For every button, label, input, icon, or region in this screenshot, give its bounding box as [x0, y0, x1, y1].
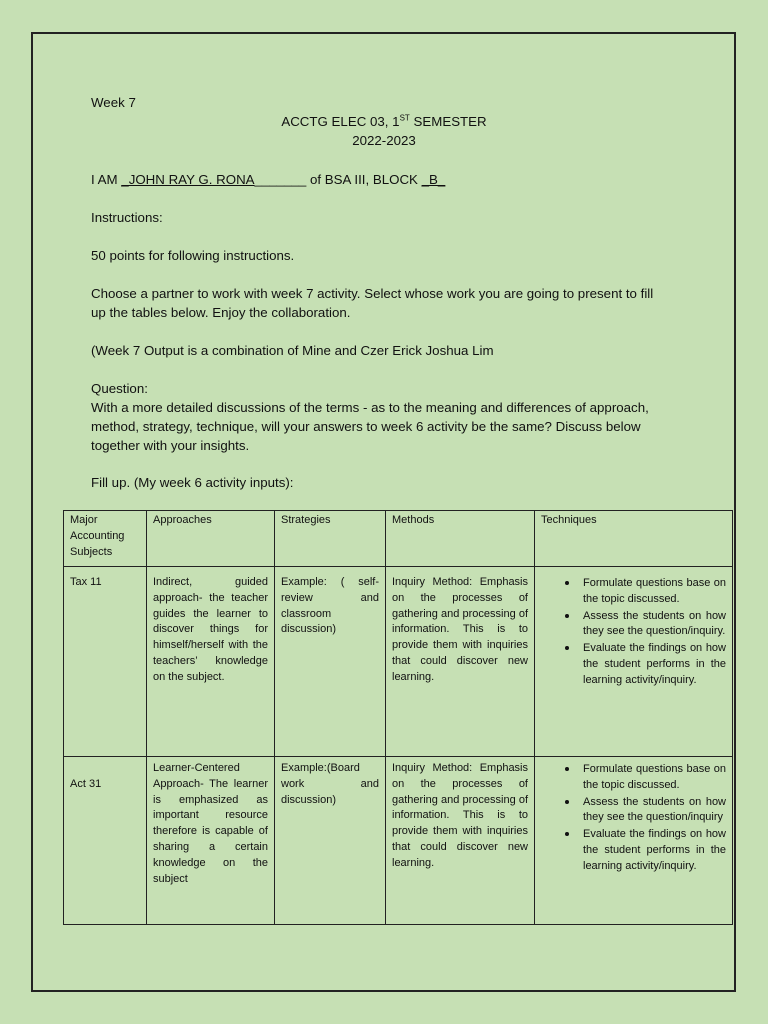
course-title-prefix: ACCTG ELEC 03, 1: [281, 114, 400, 129]
header-methods: Methods: [386, 511, 535, 567]
identity-prefix: I AM: [91, 172, 122, 187]
fill-up-label: Fill up. (My week 6 activity inputs):: [91, 475, 294, 490]
row-subject: Act 31: [64, 757, 147, 925]
name-blank: _______: [254, 172, 307, 187]
header-subjects: Major Accounting Subjects: [64, 511, 147, 567]
row-method: Inquiry Method: Emphasis on the processes of gathering and processing of information. This is to provide them with inquiries that could discover new learning.: [386, 757, 535, 925]
block-value: _B_: [421, 172, 446, 187]
row-subject: Tax 11: [64, 567, 147, 757]
table-row: [64, 757, 733, 925]
list-item: • Formulate questions base on the topic discussed.: [579, 575, 726, 608]
school-year: 2022-2023: [352, 133, 416, 148]
list-item: • Evaluate the findings on how the student performs in the learning activity/inquiry.: [579, 640, 726, 688]
course-title-suffix: SEMESTER: [409, 114, 487, 129]
activity-table: [63, 510, 733, 925]
course-title-sup: ST: [399, 113, 410, 123]
row-strategy: Example:(Board work and discussion): [275, 757, 386, 925]
techniques-list: [541, 761, 726, 875]
question-heading: Question:: [91, 381, 148, 396]
row-strategy: Example: ( self-review and classroom discussion): [275, 567, 386, 757]
list-item: • Formulate questions base on the topic discussed.: [579, 761, 726, 794]
table-header-row: [64, 511, 733, 567]
points-note: 50 points for following instructions.: [91, 248, 295, 263]
row-approach: Indirect, guided approach- the teacher guides the learner to discover things for himself/herself with the teachers’ knowledge on the subject.: [147, 567, 275, 757]
student-name: _JOHN RAY G. RONA: [121, 172, 255, 187]
header-approaches: Approaches: [147, 511, 275, 567]
header-techniques: Techniques: [535, 511, 733, 567]
course-title: [0, 112, 768, 131]
list-item: • Evaluate the findings on how the student performs in the learning activity/inquiry.: [579, 826, 726, 874]
week-label: Week 7: [91, 95, 136, 110]
row-approach: Learner-Centered Approach- The learner is emphasized as important resource therefore is capable of sharing a certain knowledge on the subject: [147, 757, 275, 925]
list-item: • Assess the students on how they see the question/inquiry: [579, 794, 726, 827]
techniques-list: [541, 575, 726, 689]
table-row: [64, 567, 733, 757]
list-item: • Assess the students on how they see the question/inquiry.: [579, 608, 726, 641]
header-strategies: Strategies: [275, 511, 386, 567]
identity-line: [91, 170, 445, 189]
choose-partner-text: Choose a partner to work with week 7 activity. Select whose work you are going to present to fill up the tables below. Enjoy the collaboration.: [91, 286, 654, 320]
output-note: (Week 7 Output is a combination of Mine and Czer Erick Joshua Lim: [91, 343, 494, 358]
instructions-heading: Instructions:: [91, 210, 163, 225]
row-method: Inquiry Method: Emphasis on the processes of gathering and processing of information. This is to provide them with inquiries that could discover new learning.: [386, 567, 535, 757]
row-techniques: [535, 567, 733, 757]
question-text: With a more detailed discussions of the terms - as to the meaning and differences of approach, method, strategy, technique, will your answers to week 6 activity be the same? Discuss below together with your insights.: [91, 400, 649, 453]
row-techniques: [535, 757, 733, 925]
identity-mid: of BSA III, BLOCK: [306, 172, 422, 187]
